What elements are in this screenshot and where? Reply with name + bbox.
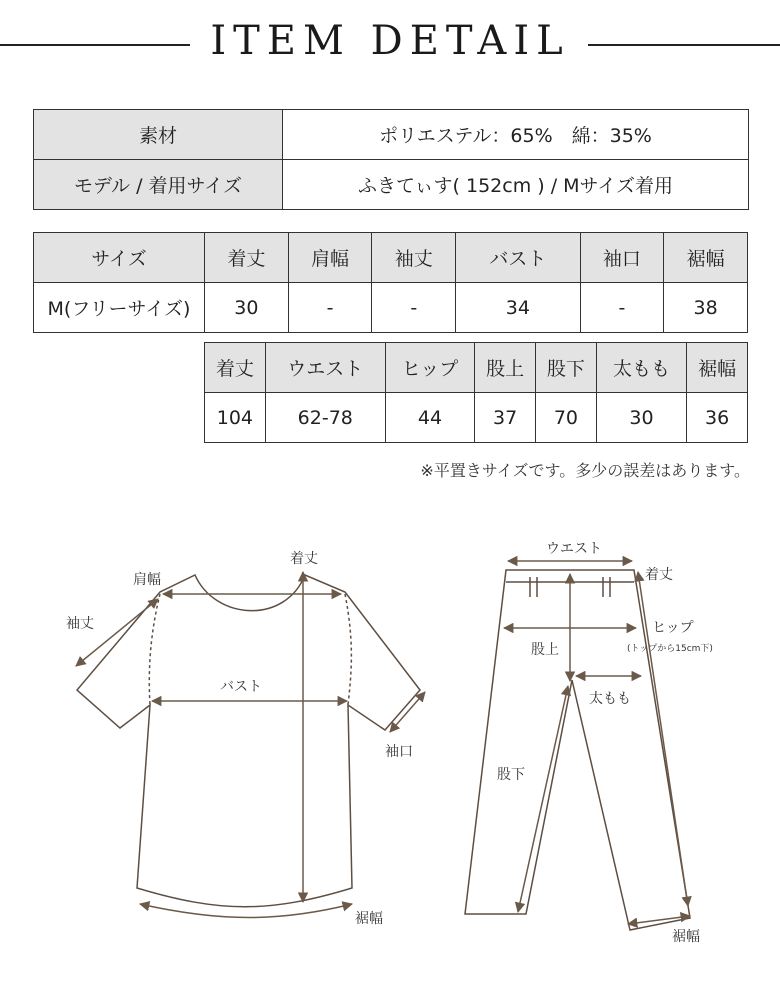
shirt-bust-label: バスト	[220, 679, 262, 695]
shirt-sleeve-label: 袖丈	[66, 616, 94, 632]
shirt-shoulder-label: 肩幅	[133, 572, 161, 588]
bottom-size-table	[204, 342, 748, 443]
column-header: 股下	[536, 343, 597, 393]
shirt-length-label: 着丈	[290, 551, 318, 567]
column-header: 着丈	[205, 343, 266, 393]
shirt-illustration	[77, 575, 420, 907]
pants-rise-label: 股上	[531, 642, 559, 658]
column-header: 裾幅	[687, 343, 748, 393]
column-header: サイズ	[34, 233, 205, 283]
column-header: バスト	[456, 233, 580, 283]
table-cell: -	[372, 283, 456, 333]
material-table	[33, 109, 749, 210]
pants-hem-label: 裾幅	[672, 929, 700, 945]
model-size-value: ふきてぃす( 152cm ) / Mサイズ着用	[283, 160, 749, 210]
table-row	[34, 283, 748, 333]
table-cell: 70	[536, 393, 597, 443]
column-header: 股上	[475, 343, 536, 393]
table-header-row	[34, 233, 748, 283]
column-header: 袖丈	[372, 233, 456, 283]
table-cell: M(フリーサイズ)	[34, 283, 205, 333]
column-header: ヒップ	[385, 343, 474, 393]
table-cell: 30	[205, 283, 289, 333]
material-label: 素材	[34, 110, 283, 160]
material-value: ポリエステル：65% 綿：35%	[283, 110, 749, 160]
table-cell: 36	[687, 393, 748, 443]
table-cell: 30	[596, 393, 686, 443]
title-rule-right	[588, 44, 780, 46]
table-cell: 104	[205, 393, 266, 443]
pants-thigh-label: 太もも	[589, 691, 631, 707]
title-rule-left	[0, 44, 190, 46]
pants-waist-label: ウエスト	[546, 541, 602, 557]
pants-hip-label: ヒップ	[652, 620, 694, 636]
table-cell: 62-78	[265, 393, 385, 443]
page-title: ITEM DETAIL	[210, 18, 570, 64]
table-cell: 34	[456, 283, 580, 333]
measurement-note: ※平置きサイズです。多少の誤差はあります。	[420, 461, 750, 480]
pants-inseam-label: 股下	[497, 767, 525, 783]
column-header: 着丈	[205, 233, 289, 283]
measurement-diagram	[0, 520, 780, 990]
table-cell: -	[288, 283, 372, 333]
column-header: ウエスト	[265, 343, 385, 393]
table-row	[205, 393, 748, 443]
table-cell: 37	[475, 393, 536, 443]
pants-hip-note: (トップから15cm下)	[627, 644, 713, 654]
column-header: 裾幅	[664, 233, 748, 283]
section-title	[0, 18, 780, 68]
shirt-cuff-label: 袖口	[385, 744, 413, 760]
column-header: 肩幅	[288, 233, 372, 283]
table-cell: 44	[385, 393, 474, 443]
table-cell: 38	[664, 283, 748, 333]
shirt-hem-label: 裾幅	[355, 911, 383, 927]
column-header: 袖口	[580, 233, 664, 283]
model-size-label: モデル / 着用サイズ	[34, 160, 283, 210]
table-header-row	[205, 343, 748, 393]
pants-length-label: 着丈	[645, 567, 673, 583]
shirt-measure-lines	[76, 572, 425, 918]
top-size-table	[33, 232, 748, 333]
table-cell: -	[580, 283, 664, 333]
column-header: 太もも	[596, 343, 686, 393]
table-row	[34, 160, 749, 210]
table-row	[34, 110, 749, 160]
